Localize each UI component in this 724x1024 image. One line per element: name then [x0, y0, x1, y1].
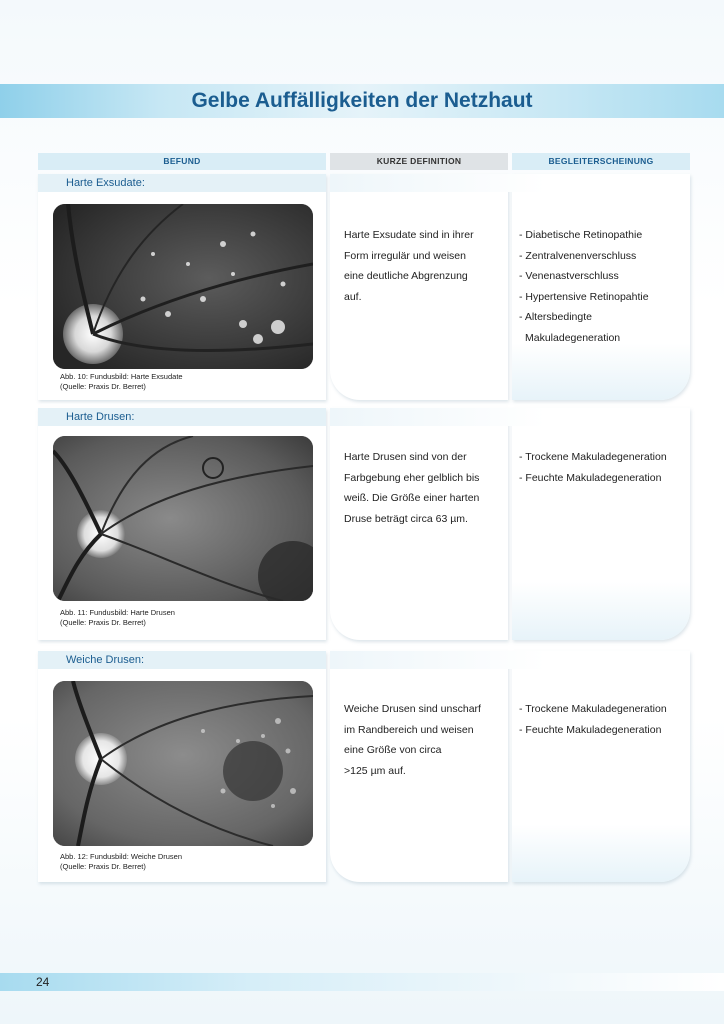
row-band	[330, 408, 690, 426]
definition-text: Weiche Drusen sind unscharf im Randbereich und weisen eine Größe von circa >125 µm auf.	[344, 703, 481, 777]
list-item: - Feuchte Makuladegeneration	[519, 723, 662, 736]
title-banner	[0, 84, 724, 118]
list-item: - Feuchte Makuladegeneration	[519, 471, 662, 484]
list-item: - Venenastverschluss	[519, 270, 619, 282]
row-label: Harte Drusen:	[38, 408, 326, 426]
list-item: - Diabetische Retinopathie	[519, 229, 643, 241]
column-header-befund: BEFUND	[38, 153, 326, 170]
symptom-list	[519, 447, 689, 488]
symptoms-cell	[512, 651, 690, 882]
column-header-definition: KURZE DEFINITION	[330, 153, 508, 170]
fundus-image-icon	[53, 436, 313, 601]
list-item: Makuladegeneration	[525, 331, 621, 344]
table-row	[38, 408, 690, 640]
definition-text: Harte Exsudate sind in ihrer Form irregulär und weisen eine deutliche Abgrenzung auf.	[344, 229, 474, 303]
figure-caption: Abb. 11: Fundusbild: Harte Drusen (Quelle: Praxis Dr. Berret)	[60, 608, 175, 627]
figure-caption: Abb. 10: Fundusbild: Harte Exsudate (Quelle: Praxis Dr. Berret)	[60, 372, 183, 391]
symptom-list	[519, 225, 689, 348]
footer-band	[0, 973, 724, 991]
row-label: Harte Exsudate:	[38, 174, 326, 192]
table-row	[38, 651, 690, 882]
row-band	[330, 651, 690, 669]
fundus-image-icon	[53, 681, 313, 846]
table-row	[38, 174, 690, 400]
fundus-image-icon	[53, 204, 313, 369]
list-item: - Hypertensive Retinopahtie	[519, 290, 649, 303]
page-number: 24	[36, 975, 50, 989]
column-header-begleiterscheinung: BEGLEITERSCHEINUNG	[512, 153, 690, 170]
row-label: Weiche Drusen:	[38, 651, 326, 669]
list-item: - Altersbedingte	[519, 311, 592, 323]
row-band	[330, 174, 690, 192]
page-title: Gelbe Auffälligkeiten der Netzhaut	[191, 89, 533, 112]
symptom-list	[519, 699, 689, 740]
list-item: - Trockene Makuladegeneration	[519, 703, 667, 715]
figure-caption: Abb. 12: Fundusbild: Weiche Drusen (Quelle: Praxis Dr. Berret)	[60, 852, 183, 871]
symptoms-cell	[512, 408, 690, 640]
list-item: - Zentralvenenverschluss	[519, 249, 637, 262]
list-item: - Trockene Makuladegeneration	[519, 451, 667, 463]
definition-text: Harte Drusen sind von der Farbgebung eher gelblich bis weiß. Die Größe einer harten Druse beträgt circa 63 µm.	[344, 451, 480, 525]
